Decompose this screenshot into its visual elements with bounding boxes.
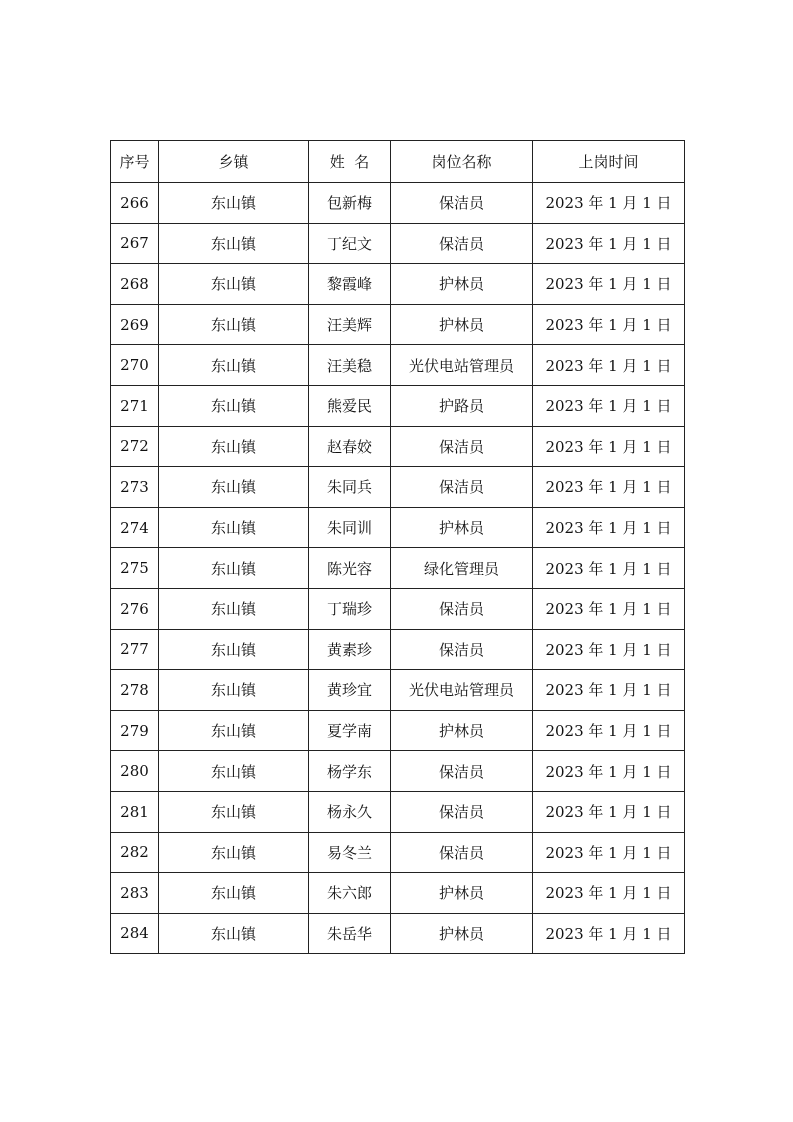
header-start-date: 上岗时间	[533, 141, 685, 183]
cell-name: 汪美稳	[309, 345, 391, 386]
cell-seq: 268	[111, 264, 159, 305]
cell-town: 东山镇	[159, 304, 309, 345]
table-row	[111, 791, 685, 832]
cell-start-date: 2023 年 1 月 1 日	[533, 345, 685, 386]
table-row	[111, 264, 685, 305]
cell-seq: 281	[111, 791, 159, 832]
cell-name: 黄珍宜	[309, 670, 391, 711]
personnel-table	[110, 140, 685, 954]
table-row	[111, 385, 685, 426]
cell-post: 保洁员	[391, 832, 533, 873]
table-row	[111, 223, 685, 264]
header-name: 姓 名	[309, 141, 391, 183]
table-row	[111, 588, 685, 629]
cell-seq: 266	[111, 183, 159, 224]
table-row	[111, 913, 685, 954]
cell-town: 东山镇	[159, 913, 309, 954]
cell-town: 东山镇	[159, 183, 309, 224]
cell-town: 东山镇	[159, 670, 309, 711]
table-header	[111, 141, 685, 183]
cell-name: 陈光容	[309, 548, 391, 589]
cell-start-date: 2023 年 1 月 1 日	[533, 264, 685, 305]
cell-start-date: 2023 年 1 月 1 日	[533, 751, 685, 792]
cell-start-date: 2023 年 1 月 1 日	[533, 426, 685, 467]
cell-start-date: 2023 年 1 月 1 日	[533, 385, 685, 426]
header-row	[111, 141, 685, 183]
cell-name: 汪美辉	[309, 304, 391, 345]
cell-seq: 274	[111, 507, 159, 548]
table-row	[111, 548, 685, 589]
table-row	[111, 710, 685, 751]
cell-town: 东山镇	[159, 345, 309, 386]
cell-seq: 269	[111, 304, 159, 345]
cell-name: 丁瑞珍	[309, 588, 391, 629]
table-row	[111, 345, 685, 386]
table-row	[111, 832, 685, 873]
table-row	[111, 467, 685, 508]
cell-start-date: 2023 年 1 月 1 日	[533, 670, 685, 711]
table-row	[111, 183, 685, 224]
cell-post: 保洁员	[391, 751, 533, 792]
cell-start-date: 2023 年 1 月 1 日	[533, 507, 685, 548]
cell-post: 护林员	[391, 507, 533, 548]
cell-post: 护路员	[391, 385, 533, 426]
cell-seq: 283	[111, 873, 159, 914]
table-body	[111, 183, 685, 954]
cell-name: 易冬兰	[309, 832, 391, 873]
cell-town: 东山镇	[159, 832, 309, 873]
cell-post: 保洁员	[391, 467, 533, 508]
table-row	[111, 507, 685, 548]
cell-start-date: 2023 年 1 月 1 日	[533, 223, 685, 264]
cell-start-date: 2023 年 1 月 1 日	[533, 710, 685, 751]
cell-town: 东山镇	[159, 629, 309, 670]
cell-town: 东山镇	[159, 467, 309, 508]
cell-post: 保洁员	[391, 223, 533, 264]
cell-town: 东山镇	[159, 873, 309, 914]
header-town: 乡镇	[159, 141, 309, 183]
cell-start-date: 2023 年 1 月 1 日	[533, 548, 685, 589]
cell-seq: 270	[111, 345, 159, 386]
table-row	[111, 670, 685, 711]
cell-name: 丁纪文	[309, 223, 391, 264]
cell-seq: 276	[111, 588, 159, 629]
cell-seq: 275	[111, 548, 159, 589]
cell-town: 东山镇	[159, 507, 309, 548]
cell-town: 东山镇	[159, 791, 309, 832]
cell-post: 绿化管理员	[391, 548, 533, 589]
cell-name: 黎霞峰	[309, 264, 391, 305]
table-row	[111, 751, 685, 792]
cell-post: 护林员	[391, 710, 533, 751]
cell-start-date: 2023 年 1 月 1 日	[533, 913, 685, 954]
table-row	[111, 873, 685, 914]
cell-name: 包新梅	[309, 183, 391, 224]
cell-seq: 282	[111, 832, 159, 873]
table-row	[111, 629, 685, 670]
header-post: 岗位名称	[391, 141, 533, 183]
cell-name: 黄素珍	[309, 629, 391, 670]
cell-name: 熊爱民	[309, 385, 391, 426]
table-row	[111, 426, 685, 467]
cell-seq: 272	[111, 426, 159, 467]
cell-seq: 277	[111, 629, 159, 670]
cell-post: 光伏电站管理员	[391, 670, 533, 711]
cell-start-date: 2023 年 1 月 1 日	[533, 873, 685, 914]
cell-post: 护林员	[391, 304, 533, 345]
cell-town: 东山镇	[159, 426, 309, 467]
cell-post: 光伏电站管理员	[391, 345, 533, 386]
cell-start-date: 2023 年 1 月 1 日	[533, 588, 685, 629]
cell-town: 东山镇	[159, 264, 309, 305]
cell-town: 东山镇	[159, 385, 309, 426]
cell-town: 东山镇	[159, 548, 309, 589]
cell-post: 护林员	[391, 264, 533, 305]
cell-name: 朱六郎	[309, 873, 391, 914]
cell-name: 赵春姣	[309, 426, 391, 467]
cell-name: 朱岳华	[309, 913, 391, 954]
cell-start-date: 2023 年 1 月 1 日	[533, 183, 685, 224]
cell-name: 夏学南	[309, 710, 391, 751]
cell-start-date: 2023 年 1 月 1 日	[533, 467, 685, 508]
table-row	[111, 304, 685, 345]
cell-seq: 267	[111, 223, 159, 264]
cell-post: 护林员	[391, 913, 533, 954]
cell-post: 保洁员	[391, 183, 533, 224]
cell-post: 保洁员	[391, 426, 533, 467]
cell-post: 护林员	[391, 873, 533, 914]
cell-seq: 273	[111, 467, 159, 508]
cell-town: 东山镇	[159, 588, 309, 629]
cell-name: 朱同训	[309, 507, 391, 548]
cell-start-date: 2023 年 1 月 1 日	[533, 629, 685, 670]
cell-start-date: 2023 年 1 月 1 日	[533, 832, 685, 873]
cell-seq: 271	[111, 385, 159, 426]
cell-seq: 278	[111, 670, 159, 711]
cell-post: 保洁员	[391, 791, 533, 832]
cell-post: 保洁员	[391, 588, 533, 629]
cell-seq: 284	[111, 913, 159, 954]
cell-town: 东山镇	[159, 710, 309, 751]
cell-start-date: 2023 年 1 月 1 日	[533, 304, 685, 345]
cell-name: 杨永久	[309, 791, 391, 832]
cell-seq: 279	[111, 710, 159, 751]
cell-seq: 280	[111, 751, 159, 792]
cell-town: 东山镇	[159, 223, 309, 264]
cell-name: 朱同兵	[309, 467, 391, 508]
cell-start-date: 2023 年 1 月 1 日	[533, 791, 685, 832]
header-seq: 序号	[111, 141, 159, 183]
cell-name: 杨学东	[309, 751, 391, 792]
cell-post: 保洁员	[391, 629, 533, 670]
cell-town: 东山镇	[159, 751, 309, 792]
